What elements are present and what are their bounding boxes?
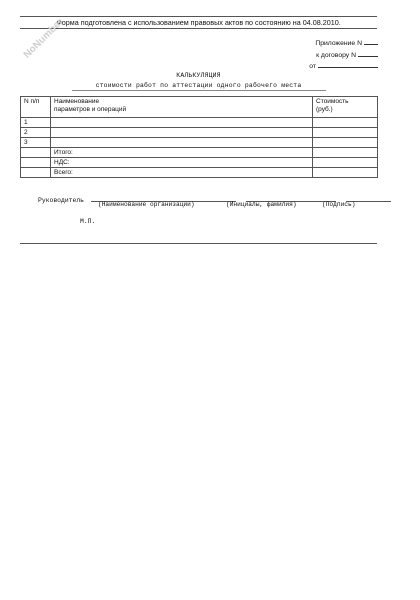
legal-notice: Форма подготовлена с использованием правовых актов по состоянию на 04.08.2010. <box>56 18 341 27</box>
document-title: КАЛЬКУЛЯЦИЯ <box>176 72 221 79</box>
table-row <box>21 128 378 138</box>
stamp-placeholder: М.П. <box>80 218 96 225</box>
row-number: 3 <box>21 138 51 148</box>
caption-organization: (Наименование организации) <box>98 201 195 208</box>
appendix-block <box>309 37 378 72</box>
notice-rule <box>20 28 377 29</box>
subtotal-label: Итого: <box>51 148 313 158</box>
total-cost <box>313 168 378 178</box>
row-operation <box>51 128 313 138</box>
vat-label: НДС: <box>51 158 313 168</box>
row-number <box>21 168 51 178</box>
bottom-rule <box>20 243 377 244</box>
watermark-logo: NoNumber <box>21 16 66 61</box>
signature-label: Руководитель <box>38 197 85 204</box>
row-number: 1 <box>21 118 51 128</box>
calculation-table <box>20 96 378 178</box>
row-operation <box>51 118 313 128</box>
row-cost <box>313 138 378 148</box>
caption-signature: (Подпись) <box>322 201 356 208</box>
document-subtitle: стоимости работ по аттестации одного рабочего места <box>95 82 302 89</box>
table-row <box>21 138 378 148</box>
row-operation <box>51 138 313 148</box>
appendix-line-3: от <box>309 60 378 72</box>
total-label: Всего: <box>51 168 313 178</box>
caption-name: (Инициалы, фамилия) <box>226 201 297 208</box>
row-cost <box>313 118 378 128</box>
row-number <box>21 158 51 168</box>
appendix-line-2: к договору N <box>309 49 378 61</box>
row-cost <box>313 128 378 138</box>
header-cost: Стоимость (руб.) <box>313 97 378 118</box>
table-row-vat <box>21 158 378 168</box>
header-operations: Наименование параметров и операций <box>51 97 313 118</box>
appendix-line-1: Приложение N <box>309 37 378 49</box>
header-number: N п/п <box>21 97 51 118</box>
table-row-total <box>21 168 378 178</box>
row-number <box>21 148 51 158</box>
subtotal-cost <box>313 148 378 158</box>
table-row-subtotal <box>21 148 378 158</box>
table-header-row <box>21 97 378 118</box>
subtitle-rule <box>72 90 326 91</box>
vat-cost <box>313 158 378 168</box>
row-number: 2 <box>21 128 51 138</box>
table-row <box>21 118 378 128</box>
